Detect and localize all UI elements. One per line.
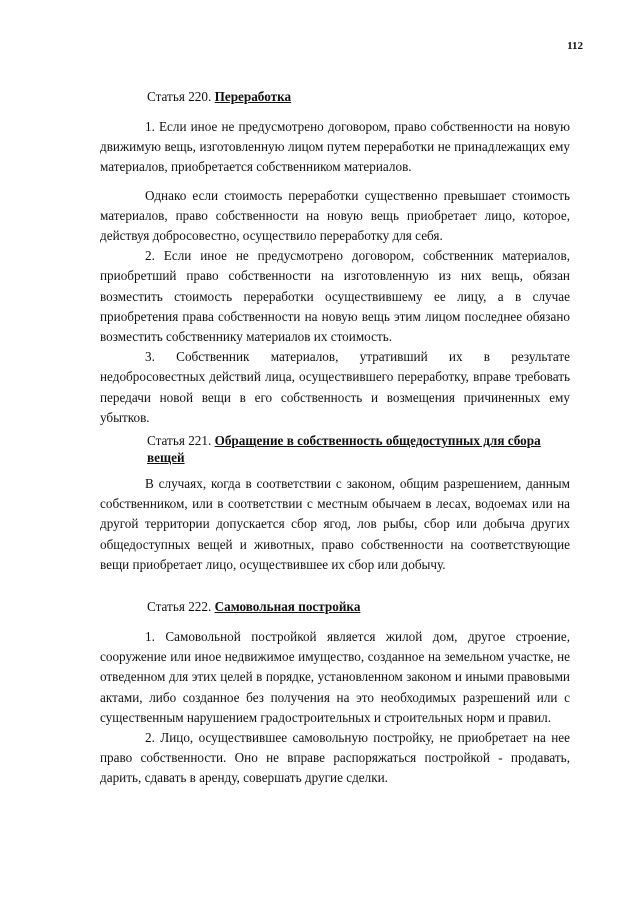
article-221 [100,432,570,575]
article-number: Статья 220. [147,89,212,104]
paragraph: 1. Если иное не предусмотрено договором, право собственности на новую движимую вещь, изготовленную лицом путем переработки не принадлежащих ему материалов, приобретается собственником материалов. [100,119,570,175]
paragraph: 2. Если иное не предусмотрено договором, собственник материалов, приобретший право собственности на изготовленную из них вещь, обязан возместить стоимость переработки осуществившему ее лицу, а в случае приобретения права собственности на новую вещь этим лицом последнее обязано возместить собственнику материалов их стоимость. [100,248,570,345]
article-heading [100,432,570,466]
paragraph: 2. Лицо, осуществившее самовольную постройку, не приобретает на нее право собственности. Оно не вправе распоряжаться постройкой - продавать, дарить, сдавать в аренду, совершать другие сделки. [100,730,570,786]
article-heading [100,88,570,105]
article-number: Статья 221. [147,433,212,448]
page-number: 112 [567,40,583,52]
article-heading [100,598,570,615]
paragraph: Однако если стоимость переработки существенно превышает стоимость материалов, право собственности на новую вещь приобретает лицо, которое, действуя добросовестно, осуществило переработку для себя. [100,187,570,244]
article-222 [100,598,570,789]
paragraph: 3. Собственник материалов, утративший их в результате недобросовестных действий лица, осуществившего переработку, вправе требовать передачи новой вещи в его собственность и возмещения причиненных ему убытков. [100,349,570,425]
article-title: Переработка [214,89,292,104]
article-title: Обращение в собственность общедоступных для сбора вещей [147,433,541,465]
paragraph: В случаях, когда в соответствии с законом, общим разрешением, данным собственником, или в соответствии с местным обычаем в лесах, водоемах или на другой территории допускается сбор ягод, лов рыбы, сбор или добыча других общедоступных вещей и животных, право собственности на соответствующие вещи приобретает лицо, осуществившее их сбор или добычу. [100,476,570,572]
article-220 [100,88,570,428]
paragraph: 1. Самовольной постройкой является жилой дом, другое строение, сооружение или иное недвижимое имущество, созданное на земельном участке, не отведенном для этих целей в порядке, установленном законом и иными правовыми актами, либо созданное без получения на это необходимых разрешений или с существенным нарушением градостроительных и строительных норм и правил. [100,629,570,725]
article-number: Статья 222. [147,599,212,614]
article-title: Самовольная постройка [214,599,361,614]
